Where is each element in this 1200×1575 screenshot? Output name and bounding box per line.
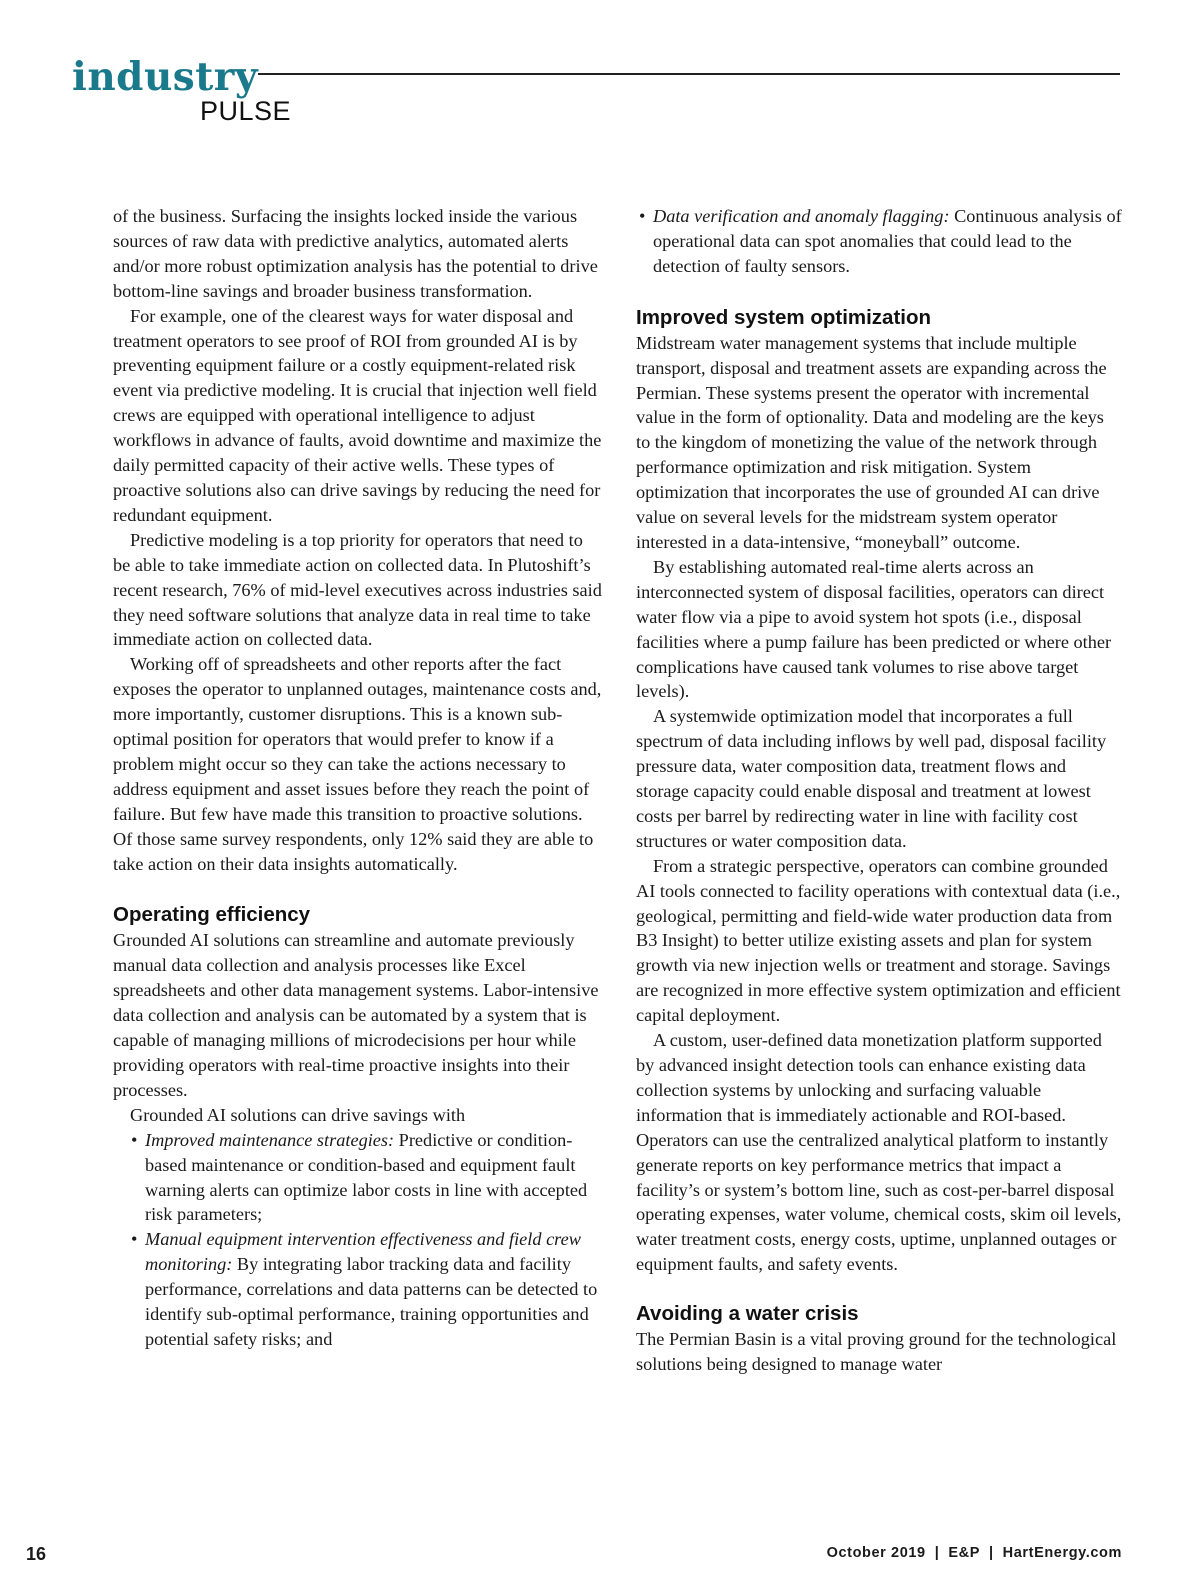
bullet-list [621, 204, 1122, 279]
list-item [113, 1128, 603, 1228]
paragraph: Midstream water management systems that include multiple transport, disposal and treatment assets are expanding across the Permian. These systems present the operator with incremental value in the form of optionality. Data and modeling are the keys to the kingdom of monetizing the value of the network through performance optimization and risk mitigation. System optimization that incorporates the use of grounded AI can drive value on several levels for the midstream system operator interested in a data-intensive, “moneyball” outcome. [636, 332, 1107, 552]
paragraph: The Permian Basin is a vital proving ground for the technological solutions being designed to manage water [636, 1329, 1117, 1375]
separator: | [934, 1545, 940, 1561]
bullet-list [113, 1128, 603, 1352]
list-item [113, 1227, 603, 1352]
bullet-lead: Data verification and anomaly flagging: [653, 206, 950, 226]
paragraph: Working off of spreadsheets and other reports after the fact exposes the operator to unplanned outages, maintenance costs and, more importantly, customer disruptions. This is a known sub-optimal position for operators that would prefer to know if a problem might occur so they can take the actions necessary to address equipment and asset issues before they reach the point of failure. But few have made this transition to proactive solutions. Of those same survey respondents, only 12% said they are able to take action on their data insights automatically. [113, 654, 602, 874]
left-column [113, 204, 603, 1352]
page-number: 16 [26, 1544, 47, 1564]
paragraph: A custom, user-defined data monetization platform supported by advanced insight detection tools can enhance existing data collection systems by unlocking and surfacing valuable information that is immediately actionable and ROI-based. Operators can use the centralized analytical platform to instantly generate reports on key performance metrics that impact a facility’s or system’s bottom line, such as cost-per-barrel disposal operating expenses, water volume, chemical costs, skim oil levels, water treatment costs, energy costs, uptime, unplanned outages or equipment faults, and safety events. [636, 1030, 1122, 1275]
bullet-text: Continuous analysis of operational data can spot anomalies that could lead to the detection of faulty sensors. [653, 206, 1122, 276]
right-column [636, 204, 1122, 1377]
list-item [621, 204, 1122, 279]
heading-avoiding-water-crisis: Avoiding a water crisis [636, 1302, 859, 1326]
bullet-lead: Manual equipment intervention effectiveness and field crew monitoring: [145, 1229, 581, 1275]
issue-date: October 2019 [826, 1545, 926, 1561]
section-title: industry [72, 54, 258, 100]
footer-info [827, 1545, 1122, 1561]
magazine-name: E&P [948, 1545, 980, 1561]
website: HartEnergy.com [1002, 1545, 1122, 1561]
heading-improved-system-optimization: Improved system optimization [636, 305, 932, 329]
paragraph: From a strategic perspective, operators can combine grounded AI tools connected to facility operations with contextual data (i.e., geological, permitting and field-wide water production data from B3 Insight) to better utilize existing assets and plan for system growth via new injection wells or treatment and storage. Savings are recognized in more effective system optimization and efficient capital deployment. [636, 855, 1121, 1026]
bullet-lead: Improved maintenance strategies: [145, 1129, 395, 1150]
paragraph: For example, one of the clearest ways for water disposal and treatment operators to see proof of ROI from grounded AI is by preventing equipment failure or a costly equipment-related risk event via predictive modeling. It is crucial that injection well field crews are equipped with operational intelligence to adjust workflows in advance of faults, avoid downtime and maximize the daily permitted capacity of their active wells. These types of proactive solutions also can drive savings by reducing the need for redundant equipment. [113, 305, 602, 525]
section-header [72, 52, 1122, 132]
section-subtitle: PULSE [200, 96, 292, 126]
separator: | [988, 1545, 994, 1561]
paragraph: Grounded AI solutions can drive savings with [130, 1104, 466, 1125]
paragraph: of the business. Surfacing the insights locked inside the various sources of raw data with predictive analytics, automated alerts and/or more robust optimization analysis has the potential to drive bottom-line savings and broader business transformation. [113, 206, 598, 301]
paragraph: Predictive modeling is a top priority for operators that need to be able to take immediate action on collected data. In Plutoshift’s recent research, 76% of mid-level executives across industries said they need software solutions that analyze data in real time to take immediate action on collected data. [113, 529, 602, 650]
paragraph: A systemwide optimization model that incorporates a full spectrum of data including inflows by well pad, disposal facility pressure data, water composition data, treatment flows and storage capacity could enable disposal and treatment at lowest costs per barrel by redirecting water in line with facility cost structures or water composition data. [636, 706, 1107, 851]
paragraph: Grounded AI solutions can streamline and automate previously manual data collection and analysis processes like Excel spreadsheets and other data management systems. Labor-intensive data collection and analysis can be automated by a system that is capable of managing millions of microdecisions per hour while providing operators with real-time proactive insights into their processes. [113, 930, 599, 1100]
bullet-text: By integrating labor tracking data and facility performance, correlations and data patterns can be detected to identify sub-optimal performance, training opportunities and potential safety risks; and [145, 1254, 598, 1349]
paragraph: By establishing automated real-time alerts across an interconnected system of disposal facilities, operators can direct water flow via a pipe to avoid system hot spots (i.e., disposal facilities where a pump failure has been predicted or where other complications have caused tank volumes to rise above target levels). [636, 556, 1112, 702]
header-rule [258, 73, 1120, 75]
bullet-text: Predictive or condition-based maintenance or condition-based and equipment fault warning alerts can optimize labor costs in line with accepted risk parameters; [145, 1129, 588, 1225]
heading-operating-efficiency: Operating efficiency [113, 903, 311, 927]
